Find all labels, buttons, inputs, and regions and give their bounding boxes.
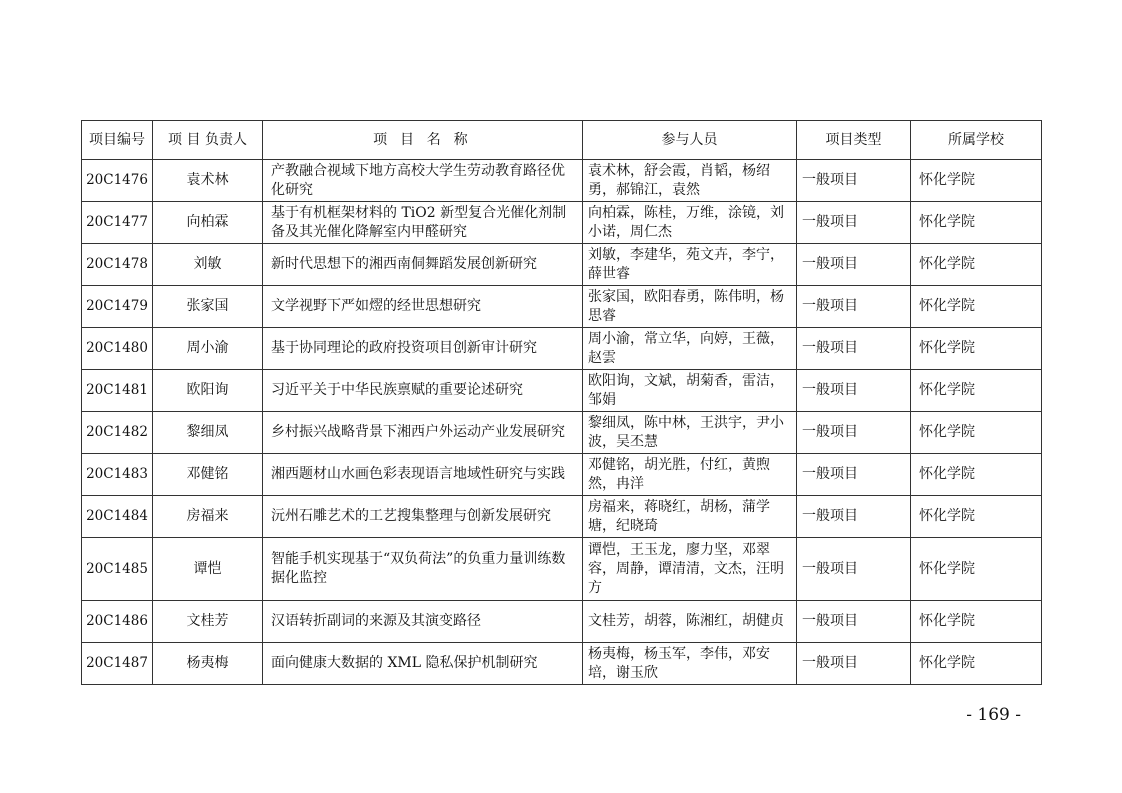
cell-school: 怀化学院 <box>911 286 1042 328</box>
table-row <box>82 496 1042 538</box>
cell-project-name: 面向健康大数据的 XML 隐私保护机制研究 <box>263 643 583 685</box>
header-code: 项目编号 <box>82 121 153 160</box>
cell-project-name: 文学视野下严如熤的经世思想研究 <box>263 286 583 328</box>
cell-project-name: 习近平关于中华民族禀赋的重要论述研究 <box>263 370 583 412</box>
cell-school: 怀化学院 <box>911 244 1042 286</box>
table-row <box>82 160 1042 202</box>
cell-code: 20C1478 <box>82 244 153 286</box>
page-number: - 169 - <box>966 705 1021 725</box>
cell-type: 一般项目 <box>797 286 911 328</box>
cell-type: 一般项目 <box>797 328 911 370</box>
table-row <box>82 412 1042 454</box>
cell-school: 怀化学院 <box>911 202 1042 244</box>
cell-members: 周小渝，常立华，向婷，王薇，赵雲 <box>583 328 797 370</box>
cell-school: 怀化学院 <box>911 643 1042 685</box>
cell-members: 黎细凤，陈中林，王洪宇，尹小波，吴丕慧 <box>583 412 797 454</box>
cell-type: 一般项目 <box>797 454 911 496</box>
cell-school: 怀化学院 <box>911 496 1042 538</box>
cell-type: 一般项目 <box>797 370 911 412</box>
cell-code: 20C1477 <box>82 202 153 244</box>
cell-members: 文桂芳，胡蓉，陈湘红，胡健贞 <box>583 601 797 643</box>
cell-type: 一般项目 <box>797 412 911 454</box>
cell-type: 一般项目 <box>797 643 911 685</box>
cell-project-name: 湘西题材山水画色彩表现语言地域性研究与实践 <box>263 454 583 496</box>
cell-type: 一般项目 <box>797 601 911 643</box>
cell-members: 邓健铭，胡光胜，付红，黄煦然，冉洋 <box>583 454 797 496</box>
header-leader: 项 目 负责人 <box>153 121 263 160</box>
header-type: 项目类型 <box>797 121 911 160</box>
table-header-row <box>82 121 1042 160</box>
cell-school: 怀化学院 <box>911 538 1042 601</box>
cell-leader: 房福来 <box>153 496 263 538</box>
cell-project-name: 沅州石雕艺术的工艺搜集整理与创新发展研究 <box>263 496 583 538</box>
cell-leader: 周小渝 <box>153 328 263 370</box>
project-table <box>81 120 1042 685</box>
cell-school: 怀化学院 <box>911 412 1042 454</box>
cell-leader: 张家国 <box>153 286 263 328</box>
cell-members: 刘敏，李建华，苑文卉，李宁，薛世睿 <box>583 244 797 286</box>
cell-code: 20C1483 <box>82 454 153 496</box>
cell-school: 怀化学院 <box>911 454 1042 496</box>
cell-leader: 杨夷梅 <box>153 643 263 685</box>
cell-type: 一般项目 <box>797 160 911 202</box>
cell-members: 谭恺，王玉龙，廖力坚，邓翠容，周静，谭清清，文杰，汪明方 <box>583 538 797 601</box>
cell-leader: 欧阳询 <box>153 370 263 412</box>
table-row <box>82 601 1042 643</box>
cell-project-name: 产教融合视域下地方高校大学生劳动教育路径优化研究 <box>263 160 583 202</box>
cell-project-name: 汉语转折副词的来源及其演变路径 <box>263 601 583 643</box>
cell-leader: 谭恺 <box>153 538 263 601</box>
cell-leader: 黎细凤 <box>153 412 263 454</box>
cell-code: 20C1476 <box>82 160 153 202</box>
cell-code: 20C1486 <box>82 601 153 643</box>
cell-type: 一般项目 <box>797 202 911 244</box>
table-row <box>82 454 1042 496</box>
table-row <box>82 538 1042 601</box>
cell-members: 欧阳询，文斌，胡菊香，雷洁，邹娟 <box>583 370 797 412</box>
cell-school: 怀化学院 <box>911 601 1042 643</box>
cell-project-name: 新时代思想下的湘西南侗舞蹈发展创新研究 <box>263 244 583 286</box>
cell-type: 一般项目 <box>797 538 911 601</box>
table-row <box>82 286 1042 328</box>
cell-leader: 刘敏 <box>153 244 263 286</box>
cell-leader: 文桂芳 <box>153 601 263 643</box>
cell-code: 20C1480 <box>82 328 153 370</box>
cell-members: 房福来，蒋晓红，胡杨，蒲学塘，纪晓琦 <box>583 496 797 538</box>
cell-project-name: 乡村振兴战略背景下湘西户外运动产业发展研究 <box>263 412 583 454</box>
cell-code: 20C1481 <box>82 370 153 412</box>
cell-type: 一般项目 <box>797 244 911 286</box>
cell-members: 袁术林，舒会霞，肖韬，杨绍勇，郝锦江，袁然 <box>583 160 797 202</box>
cell-school: 怀化学院 <box>911 370 1042 412</box>
cell-project-name: 智能手机实现基于“双负荷法”的负重力量训练数据化监控 <box>263 538 583 601</box>
table-row <box>82 244 1042 286</box>
cell-type: 一般项目 <box>797 496 911 538</box>
table-row <box>82 328 1042 370</box>
cell-code: 20C1487 <box>82 643 153 685</box>
cell-school: 怀化学院 <box>911 328 1042 370</box>
cell-code: 20C1479 <box>82 286 153 328</box>
cell-school: 怀化学院 <box>911 160 1042 202</box>
table-row <box>82 370 1042 412</box>
cell-code: 20C1484 <box>82 496 153 538</box>
cell-project-name: 基于协同理论的政府投资项目创新审计研究 <box>263 328 583 370</box>
cell-members: 张家国，欧阳春勇，陈伟明，杨思睿 <box>583 286 797 328</box>
cell-members: 杨夷梅，杨玉军，李伟，邓安培，谢玉欣 <box>583 643 797 685</box>
table-row <box>82 202 1042 244</box>
cell-code: 20C1485 <box>82 538 153 601</box>
cell-leader: 邓健铭 <box>153 454 263 496</box>
cell-leader: 向柏霖 <box>153 202 263 244</box>
header-school: 所属学校 <box>911 121 1042 160</box>
header-members: 参与人员 <box>583 121 797 160</box>
cell-code: 20C1482 <box>82 412 153 454</box>
header-name: 项 目 名 称 <box>263 121 583 160</box>
cell-members: 向柏霖，陈桂，万维，涂镜，刘小诺，周仁杰 <box>583 202 797 244</box>
cell-leader: 袁术林 <box>153 160 263 202</box>
table-row <box>82 643 1042 685</box>
cell-project-name: 基于有机框架材料的 TiO2 新型复合光催化剂制备及其光催化降解室内甲醛研究 <box>263 202 583 244</box>
